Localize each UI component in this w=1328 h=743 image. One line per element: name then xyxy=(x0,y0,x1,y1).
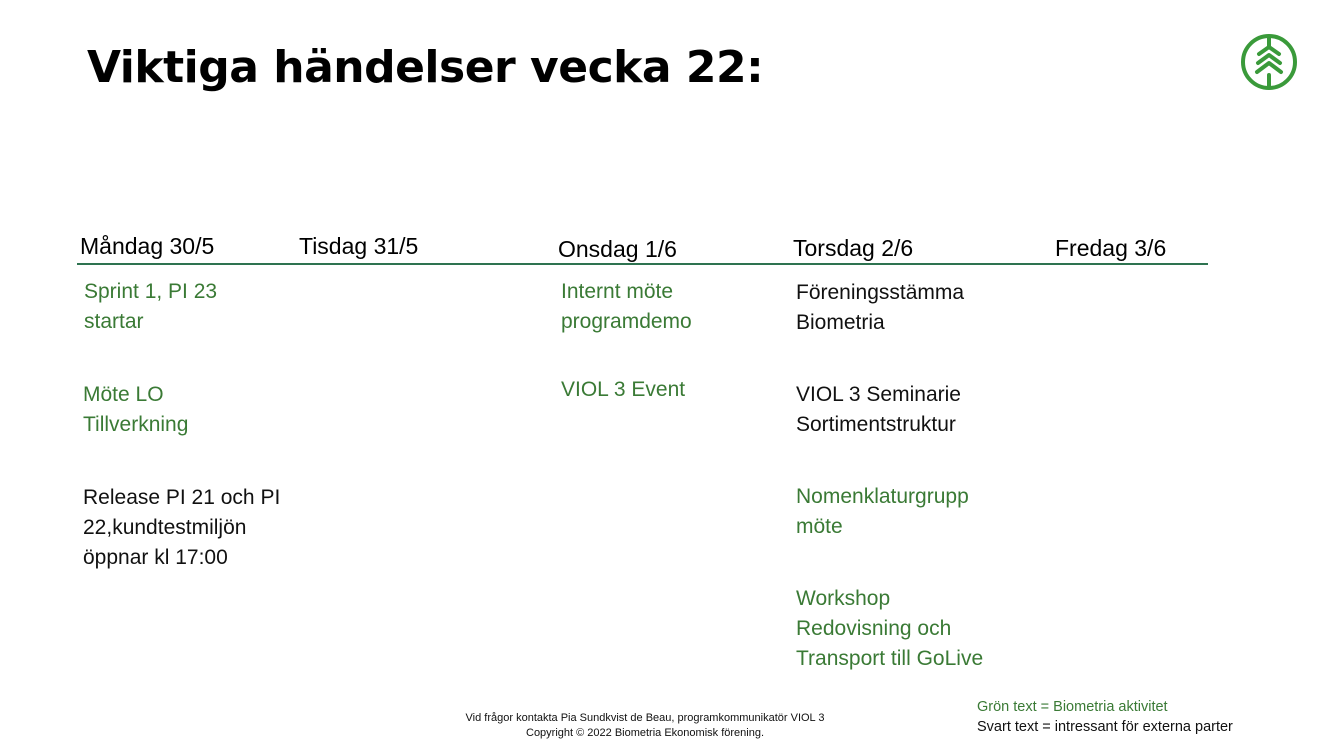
event-internt-mote: Internt möte programdemo xyxy=(561,280,692,333)
day-header-tuesday: Tisdag 31/5 xyxy=(299,233,419,259)
event-viol-seminarie: VIOL 3 Seminarie Sortimentstruktur xyxy=(796,383,961,436)
color-legend xyxy=(977,697,1233,737)
event-workshop: Workshop Redovisning och Transport till GoLive xyxy=(796,587,984,670)
day-header-friday: Fredag 3/6 xyxy=(1055,235,1167,261)
event-release: Release PI 21 och PI 22,kundtestmiljön öppnar kl 17:00 xyxy=(83,486,281,569)
footer-copyright: Copyright © 2022 Biometria Ekonomisk förening. xyxy=(526,727,764,739)
day-header-wednesday: Onsdag 1/6 xyxy=(558,236,677,262)
event-nomenklaturgrupp: Nomenklaturgrupp möte xyxy=(796,485,969,538)
legend-black: Svart text = intressant för externa parter xyxy=(977,719,1233,735)
day-header-monday: Måndag 30/5 xyxy=(80,233,215,259)
event-viol-event: VIOL 3 Event xyxy=(561,378,686,401)
event-sprint-start: Sprint 1, PI 23 startar xyxy=(84,280,218,333)
header-divider xyxy=(77,263,1208,265)
page-title: Viktiga händelser vecka 22: xyxy=(87,42,764,93)
event-mote-lo: Möte LO Tillverkning xyxy=(83,383,189,436)
day-header-thursday: Torsdag 2/6 xyxy=(793,235,914,261)
legend-green: Grön text = Biometria aktivitet xyxy=(977,699,1168,715)
tree-logo-icon xyxy=(1240,33,1298,91)
event-foreningsstamma: Föreningsstämma Biometria xyxy=(796,281,965,334)
footer-contact: Vid frågor kontakta Pia Sundkvist de Beau, programkommunikatör VIOL 3 xyxy=(465,712,825,724)
footer xyxy=(445,711,845,741)
